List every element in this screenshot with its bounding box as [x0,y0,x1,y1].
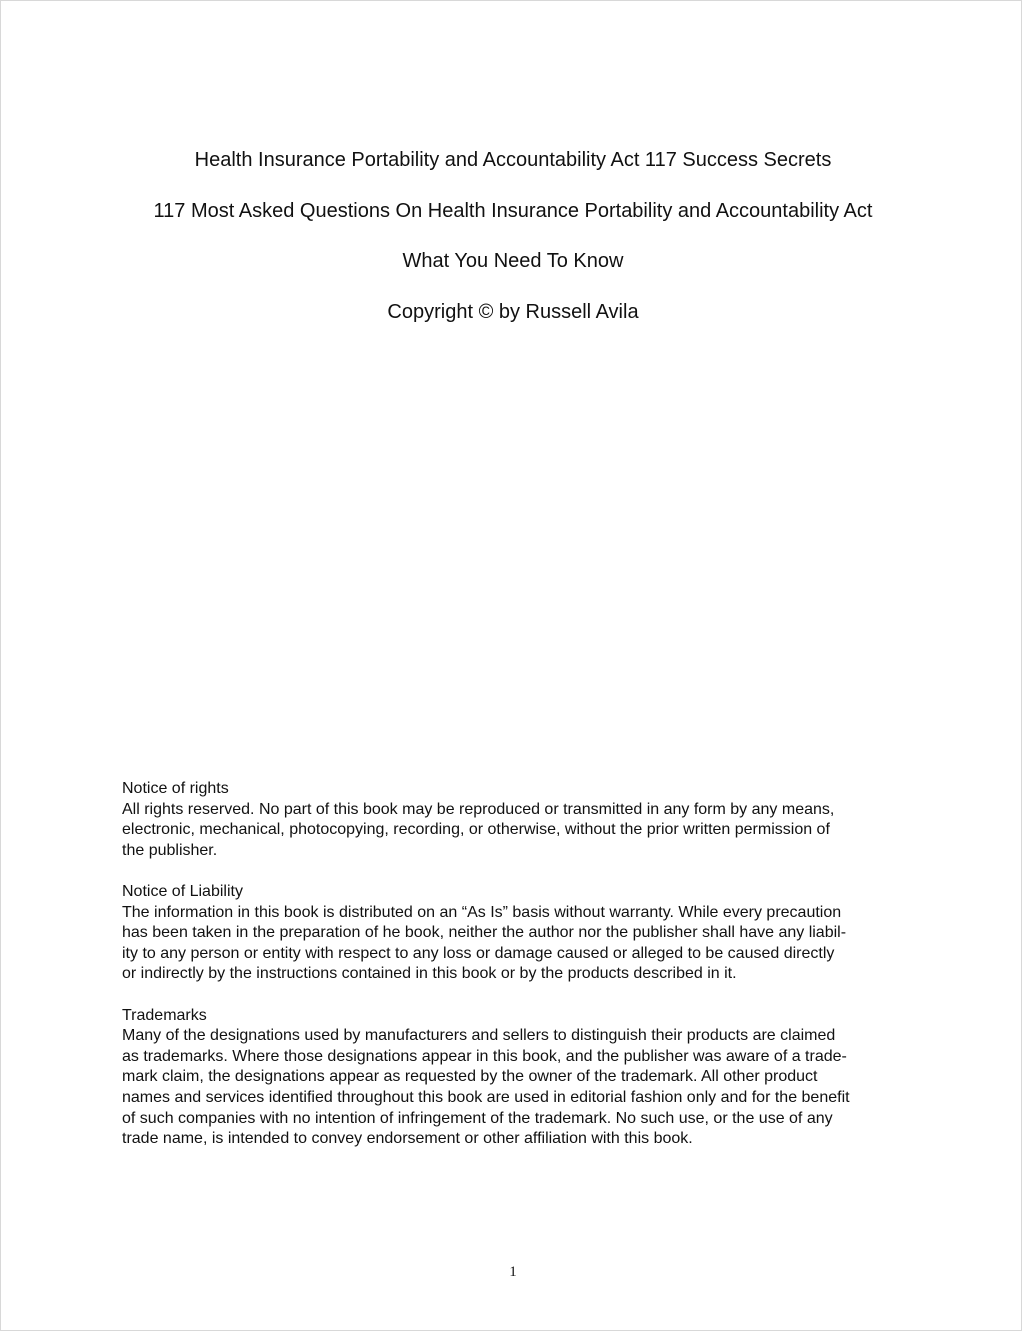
notice-of-rights-section [122,779,912,861]
notice-of-liability-section [122,882,912,985]
paragraph-line: mark claim, the designations appear as requested by the owner of the trademark. All other product [122,1068,818,1086]
paragraph-line: ity to any person or entity with respect to any loss or damage caused or alleged to be caused directly [122,944,835,962]
book-tagline: What You Need To Know [402,250,624,272]
paragraph-line: names and services identified throughout this book are used in editorial fashion only and for the benefit [122,1088,850,1106]
book-title: Health Insurance Portability and Accountability Act 117 Success Secrets [194,149,832,171]
paragraph-line: Many of the designations used by manufacturers and sellers to distinguish their products are claimed [122,1027,836,1045]
trademarks-section [122,1006,912,1150]
paragraph-line: or indirectly by the instructions contained in this book or by the products described in it. [122,965,737,983]
section-heading: Notice of rights [122,780,229,797]
section-heading: Notice of Liability [122,882,243,900]
section-heading: Trademarks [122,1006,207,1024]
copyright-line: Copyright © by Russell Avila [387,300,639,323]
paragraph-line: has been taken in the preparation of he book, neither the author nor the publisher shall have any liabil- [122,924,847,942]
paragraph-line: trade name, is intended to convey endorsement or other affiliation with this book. [122,1130,693,1148]
paragraph-line: of such companies with no intention of infringement of the trademark. No such use, or the use of any [122,1109,833,1127]
book-subtitle: 117 Most Asked Questions On Health Insurance Portability and Accountability Act [153,199,873,222]
legal-notices [122,779,912,1170]
paragraph-line: All rights reserved. No part of this book may be reproduced or transmitted in any form by any means, [122,800,835,818]
paragraph-line: electronic, mechanical, photocopying, recording, or otherwise, without the prior written permission of [122,821,830,839]
paragraph-line: the publisher. [122,841,218,859]
title-block [1,147,1024,349]
paragraph-line: as trademarks. Where those designations appear in this book, and the publisher was aware of a trade- [122,1047,847,1065]
page-number: 1 [509,1264,517,1280]
paragraph-line: The information in this book is distributed on an “As Is” basis without warranty. While every precaution [122,903,842,921]
